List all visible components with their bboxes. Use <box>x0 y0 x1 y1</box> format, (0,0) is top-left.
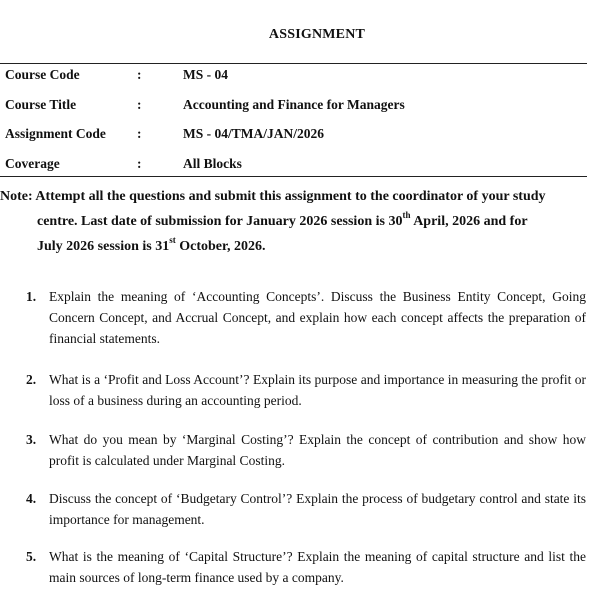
meta-row-course-title <box>0 97 587 117</box>
note-superscript: th <box>402 210 411 221</box>
meta-colon: : <box>137 97 142 112</box>
meta-value: All Blocks <box>183 156 242 171</box>
question-text: Explain the meaning of ‘Accounting Concepts’. Discuss the Business Entity Concept, Going Concern Concept, and Accrual Concept, and explain how each concept affects the preparation of financial statements. <box>49 289 586 346</box>
meta-key: Course Title <box>5 97 77 112</box>
meta-value: MS - 04/TMA/JAN/2026 <box>183 126 324 141</box>
submission-note <box>0 184 587 259</box>
meta-key: Coverage <box>5 156 60 171</box>
meta-colon: : <box>137 67 142 82</box>
table-bottom-rule <box>0 176 587 177</box>
note-text: centre. Last date of submission for January 2026 session is 30 <box>37 214 403 229</box>
question-number: 4. <box>26 491 37 506</box>
question-text: What do you mean by ‘Marginal Costing’? Explain the concept of contribution and show how profit is calculated under Marginal Costing. <box>49 432 586 468</box>
note-text: October, 2026. <box>175 239 266 254</box>
note-line-1: Note: Attempt all the questions and submit this assignment to the coordinator of your study <box>0 189 546 204</box>
note-text: April, 2026 and for <box>410 214 528 229</box>
question-number: 5. <box>26 549 37 564</box>
question-number: 1. <box>26 289 37 304</box>
note-line-2 <box>0 209 587 234</box>
meta-value: MS - 04 <box>183 67 228 82</box>
meta-row-assignment-code <box>0 126 587 146</box>
note-text: July 2026 session is 31 <box>37 239 170 254</box>
meta-colon: : <box>137 126 142 141</box>
meta-row-coverage <box>0 156 587 176</box>
question-text: What is the meaning of ‘Capital Structure’? Explain the meaning of capital structure and list the main sources of long-term finance used by a company. <box>49 549 586 585</box>
note-superscript: st <box>169 235 176 246</box>
question-text: Discuss the concept of ‘Budgetary Control’? Explain the process of budgetary control and state its importance for management. <box>49 491 586 527</box>
table-top-rule <box>0 63 587 64</box>
page-title: ASSIGNMENT <box>268 27 366 42</box>
meta-key: Assignment Code <box>5 126 106 141</box>
question-number: 2. <box>26 372 37 387</box>
question-text: What is a ‘Profit and Loss Account’? Explain its purpose and importance in measuring the profit or loss of a business during an accounting period. <box>49 372 586 408</box>
meta-value: Accounting and Finance for Managers <box>183 97 405 112</box>
meta-key: Course Code <box>5 67 80 82</box>
note-line-3 <box>0 234 587 259</box>
question-number: 3. <box>26 432 37 447</box>
meta-row-course-code <box>0 67 587 87</box>
meta-colon: : <box>137 156 142 171</box>
